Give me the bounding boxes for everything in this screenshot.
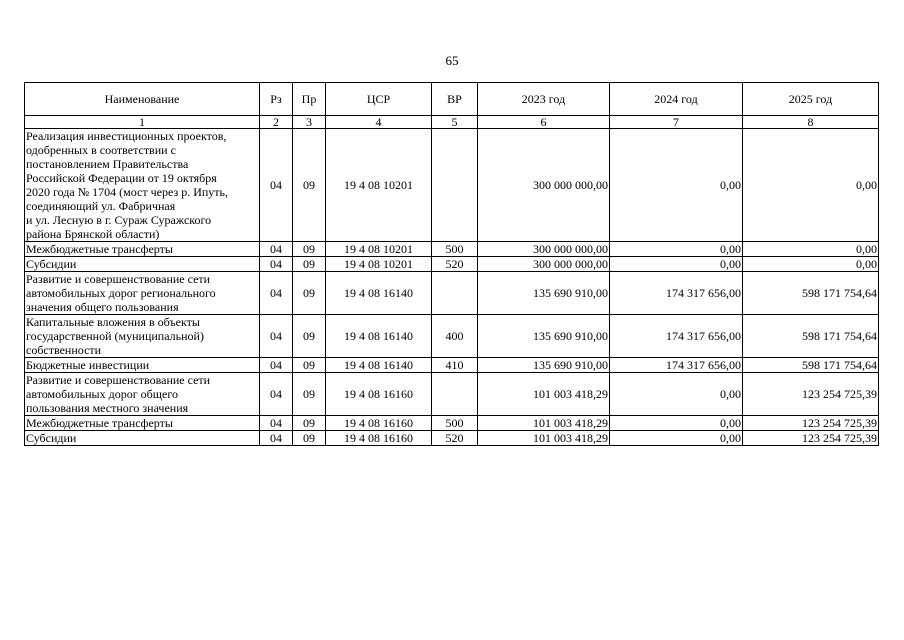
- row-amount-2023: 135 690 910,00: [478, 358, 610, 373]
- row-amount-2023: 101 003 418,29: [478, 373, 610, 416]
- header-2023: 2023 год: [478, 83, 610, 116]
- row-name-line: Реализация инвестиционных проектов,: [26, 129, 227, 143]
- row-csr: 19 4 08 16140: [326, 358, 432, 373]
- row-name-line: Межбюджетные трансферты: [26, 416, 173, 430]
- row-name-line: одобренных в соответствии с: [26, 143, 176, 157]
- row-csr: 19 4 08 16140: [326, 272, 432, 315]
- row-name-line: Межбюджетные трансферты: [26, 242, 173, 256]
- row-name-line: Развитие и совершенствование сети: [26, 373, 211, 387]
- row-pr: 09: [293, 272, 326, 315]
- row-amount-2024: 0,00: [610, 373, 743, 416]
- row-csr: 19 4 08 16160: [326, 431, 432, 446]
- header-csr: ЦСР: [326, 83, 432, 116]
- row-amount-2023: 300 000 000,00: [478, 257, 610, 272]
- row-pr: 09: [293, 129, 326, 242]
- row-vr: 400: [432, 315, 478, 358]
- row-name-line: Субсидии: [26, 257, 77, 271]
- table-row: [25, 272, 879, 315]
- row-rz: 04: [260, 373, 293, 416]
- row-amount-2024: 174 317 656,00: [610, 358, 743, 373]
- column-number: 1: [25, 116, 260, 129]
- row-amount-2025: 598 171 754,64: [743, 358, 879, 373]
- row-name-line: Развитие и совершенствование сети: [26, 272, 211, 286]
- row-amount-2024: 0,00: [610, 129, 743, 242]
- row-name: [25, 242, 260, 257]
- row-pr: 09: [293, 416, 326, 431]
- row-amount-2025: 0,00: [743, 242, 879, 257]
- row-name: [25, 272, 260, 315]
- column-number: 6: [478, 116, 610, 129]
- row-pr: 09: [293, 358, 326, 373]
- row-name: [25, 416, 260, 431]
- table-row: [25, 129, 879, 242]
- row-name: [25, 315, 260, 358]
- row-name-line: Российской Федерации от 19 октября: [26, 171, 217, 185]
- row-amount-2024: 0,00: [610, 242, 743, 257]
- row-name-line: 2020 года № 1704 (мост через р. Ипуть,: [26, 185, 228, 199]
- row-csr: 19 4 08 10201: [326, 257, 432, 272]
- row-name: [25, 257, 260, 272]
- row-amount-2023: 300 000 000,00: [478, 129, 610, 242]
- row-vr: [432, 272, 478, 315]
- table-row: [25, 358, 879, 373]
- row-amount-2024: 174 317 656,00: [610, 315, 743, 358]
- row-vr: 520: [432, 257, 478, 272]
- row-amount-2024: 174 317 656,00: [610, 272, 743, 315]
- table-header-row: [25, 83, 879, 116]
- row-amount-2025: 123 254 725,39: [743, 373, 879, 416]
- row-amount-2024: 0,00: [610, 257, 743, 272]
- budget-table: [24, 82, 879, 446]
- row-csr: 19 4 08 10201: [326, 129, 432, 242]
- row-name-line: собственности: [26, 343, 102, 357]
- row-name-line: постановлением Правительства: [26, 157, 189, 171]
- row-pr: 09: [293, 257, 326, 272]
- row-amount-2024: 0,00: [610, 431, 743, 446]
- row-name-line: Капитальные вложения в объекты: [26, 315, 200, 329]
- row-rz: 04: [260, 358, 293, 373]
- column-number: 8: [743, 116, 879, 129]
- header-2024: 2024 год: [610, 83, 743, 116]
- row-rz: 04: [260, 257, 293, 272]
- row-name-line: соединяющий ул. Фабричная: [26, 199, 176, 213]
- table-row: [25, 315, 879, 358]
- row-csr: 19 4 08 16160: [326, 416, 432, 431]
- row-amount-2025: 123 254 725,39: [743, 416, 879, 431]
- row-amount-2025: 123 254 725,39: [743, 431, 879, 446]
- row-vr: 500: [432, 416, 478, 431]
- row-vr: 520: [432, 431, 478, 446]
- row-rz: 04: [260, 431, 293, 446]
- row-vr: 500: [432, 242, 478, 257]
- row-rz: 04: [260, 242, 293, 257]
- column-number: 7: [610, 116, 743, 129]
- column-number: 4: [326, 116, 432, 129]
- row-name-line: Субсидии: [26, 431, 77, 445]
- row-amount-2023: 135 690 910,00: [478, 315, 610, 358]
- table-row: [25, 257, 879, 272]
- row-name-line: пользования местного значения: [26, 401, 189, 415]
- row-amount-2024: 0,00: [610, 416, 743, 431]
- header-name: Наименование: [25, 83, 260, 116]
- row-name-line: автомобильных дорог регионального: [26, 286, 216, 300]
- row-amount-2023: 101 003 418,29: [478, 431, 610, 446]
- row-rz: 04: [260, 272, 293, 315]
- row-rz: 04: [260, 129, 293, 242]
- table-row: [25, 431, 879, 446]
- row-name: [25, 373, 260, 416]
- row-name-line: государственной (муниципальной): [26, 329, 204, 343]
- row-rz: 04: [260, 315, 293, 358]
- row-amount-2025: 598 171 754,64: [743, 315, 879, 358]
- row-pr: 09: [293, 373, 326, 416]
- row-amount-2025: 598 171 754,64: [743, 272, 879, 315]
- row-name: [25, 358, 260, 373]
- header-2025: 2025 год: [743, 83, 879, 116]
- row-amount-2023: 101 003 418,29: [478, 416, 610, 431]
- table-row: [25, 242, 879, 257]
- row-name-line: и ул. Лесную в г. Сураж Суражского: [26, 213, 212, 227]
- column-number: 3: [293, 116, 326, 129]
- row-amount-2025: 0,00: [743, 129, 879, 242]
- row-csr: 19 4 08 10201: [326, 242, 432, 257]
- row-amount-2023: 300 000 000,00: [478, 242, 610, 257]
- row-amount-2025: 0,00: [743, 257, 879, 272]
- header-vr: ВР: [432, 83, 478, 116]
- row-vr: 410: [432, 358, 478, 373]
- column-number: 5: [432, 116, 478, 129]
- column-number-row: [25, 116, 879, 129]
- row-csr: 19 4 08 16160: [326, 373, 432, 416]
- table-body: [25, 129, 879, 446]
- row-pr: 09: [293, 242, 326, 257]
- row-rz: 04: [260, 416, 293, 431]
- row-name-line: района Брянской области): [26, 227, 160, 241]
- row-name-line: Бюджетные инвестиции: [26, 358, 150, 372]
- row-name-line: автомобильных дорог общего: [26, 387, 178, 401]
- row-vr: [432, 129, 478, 242]
- header-pr: Пр: [293, 83, 326, 116]
- row-csr: 19 4 08 16140: [326, 315, 432, 358]
- row-name: [25, 129, 260, 242]
- column-number: 2: [260, 116, 293, 129]
- table-row: [25, 416, 879, 431]
- row-amount-2023: 135 690 910,00: [478, 272, 610, 315]
- row-pr: 09: [293, 431, 326, 446]
- row-name-line: значения общего пользования: [26, 300, 179, 314]
- row-name: [25, 431, 260, 446]
- row-pr: 09: [293, 315, 326, 358]
- table-row: [25, 373, 879, 416]
- page-number: 65: [445, 53, 459, 68]
- header-rz: Рз: [260, 83, 293, 116]
- row-vr: [432, 373, 478, 416]
